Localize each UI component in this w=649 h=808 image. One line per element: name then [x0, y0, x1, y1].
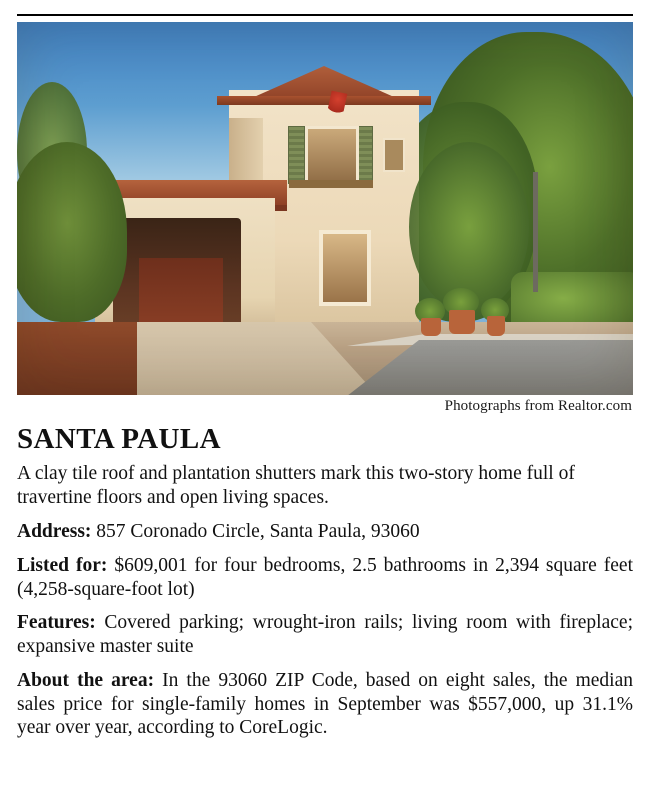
- property-photo: [17, 22, 633, 395]
- field-listed-for-value: $609,001 for four bedrooms, 2.5 bathrooms in 2,394 square feet (4,258-square-foot lot): [17, 554, 634, 600]
- article-content: [17, 424, 633, 750]
- page-title: SANTA PAULA: [17, 423, 221, 455]
- field-features-label: Features:: [17, 612, 96, 634]
- photo-vignette: [17, 22, 633, 395]
- field-features: [17, 611, 633, 659]
- photo-credit: Photographs from Realtor.com: [444, 398, 632, 414]
- field-listed-for-label: Listed for:: [17, 554, 108, 576]
- field-about-the-area: [17, 669, 633, 740]
- field-features-value: Covered parking; wrought-iron rails; living room with fireplace; expansive master suite: [17, 612, 633, 658]
- field-about-the-area-label: About the area:: [17, 669, 155, 691]
- field-about-the-area-value: In the 93060 ZIP Code, based on eight sales, the median sales price for single-family homes in September was $557,000, up 31.1% year over year, according to CoreLogic.: [17, 669, 633, 739]
- field-address: [17, 520, 633, 544]
- field-address-label: Address:: [17, 521, 92, 542]
- field-listed-for: [17, 554, 633, 602]
- article-lede: A clay tile roof and plantation shutters mark this two-story home full of travertine floors and open living spaces.: [17, 463, 575, 509]
- top-rule-divider: [17, 14, 633, 16]
- field-address-value: 857 Coronado Circle, Santa Paula, 93060: [91, 521, 420, 542]
